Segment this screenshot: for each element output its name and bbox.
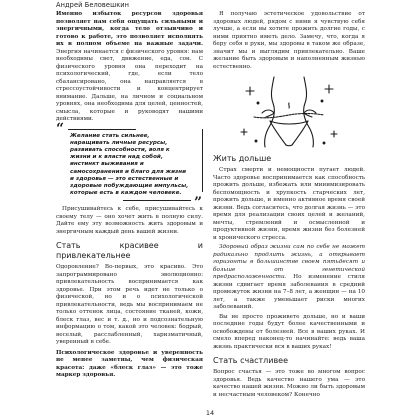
pull-quote xyxy=(56,120,203,212)
underwear-bottom xyxy=(286,145,292,146)
left-paragraph-4 xyxy=(56,350,203,380)
section-heading-be-happier: Стать счастливее xyxy=(213,356,289,365)
underwear-left-edge xyxy=(270,121,286,145)
quote-frame-right xyxy=(202,129,203,193)
navel-mark xyxy=(289,103,290,108)
underwear-right-edge xyxy=(292,121,308,145)
left-column xyxy=(56,11,203,380)
right-paragraph-3 xyxy=(213,244,365,312)
right-paragraph-3-italic: Здоровый образ жизни сам по себе не может радикально продлить жизнь, а открывает горизонты в большинстве своем пятьдесят и больше от генетической предрасположенности. xyxy=(213,244,365,280)
tape-measure xyxy=(254,114,324,118)
left-paragraph-3: Одоровление? Во-первых, это красиво. Это запрограммировано эволюционно: привлекательность воспринимается как здоровье. При этом речь идет не только о физической, но и о психологической привлекательности, ведь мы воспринимаем не только оттенок лица, состояние тканей, кожи, блеск глаз, вес и т. д., но и подсознательную информацию о том, какой это человек: бодрый, веселый, расслабленный, харизматичный, уверенный в себе. xyxy=(56,264,203,346)
section-heading-live-longer: Жить дольше xyxy=(213,154,272,163)
left-paragraph-1-rest: Энергия начинается с физического уровня: нам необходимы свет, движение, еда, сон. С физического уровня она переходит на психологический, где, если тело сбалансировано, она направляется в стрессоустойчивости и концентрирует внимание. Дальше, на личном и социальном уровнях, она необходима для целей, ценностей, смысла, которые и руководят нашими действиями. xyxy=(56,48,203,122)
sparkle-icon xyxy=(246,87,254,95)
left-paragraph-1-bold: Именно избыток ресурсов здоровья позволяет нам себя ощущать сильными и энергичными, когда тело отзывчиво и готово к работе, это позволяет исполнять их в полном объеме на важные задачи. xyxy=(56,11,203,47)
dot-icon xyxy=(321,100,323,102)
right-column xyxy=(213,11,365,399)
page-number: 14 xyxy=(205,409,215,417)
sparkle-icon xyxy=(331,131,337,137)
sparkle-icon xyxy=(241,129,247,135)
underwear-waistband xyxy=(270,121,308,124)
close-quote-icon: ” xyxy=(193,195,202,212)
left-paragraph-2: Присушивайтесь к себе, присушивайтесь к своему телу — оно хочет жить в полную силу. Дайте ему эту возможность жить здоровым и энергичным каждый день вашей жизни. xyxy=(56,206,203,235)
left-paragraph-1 xyxy=(56,11,203,124)
dot-icon xyxy=(257,102,259,104)
right-paragraph-4: Вы не просто проживете дольше, но и ваши последние годы будут более качественными и освобождены от болезней. Все в ваших руках. И смело вперед наконец-то начинайте: ведь ваша жизнь практически вся в ваших руках! xyxy=(213,313,365,350)
right-paragraph-1: Я получаю эстетическое удовольствие от здоровых людей, рядом с ними я чувствую себя лучше, а если вы хотите прожить долгие годы, с ними приятно иметь дело. Замечу, что, когда я беру себя в руки, мы здоровы в таком же образе, значит мы и выглядим привлекательно. Ваше желание быть здоровым и наполненным жизнью естественно. xyxy=(213,11,365,70)
dot-icon xyxy=(323,142,325,144)
body-silhouette-illustration xyxy=(234,73,344,149)
left-hand xyxy=(262,110,274,117)
left-paragraph-4-bold: Психологическое здоровье и уверенность не менее заметны, чем физическая красота: даже «блеск глаз» — это тоже маркер здоровья. xyxy=(56,349,203,379)
author-running-head: Андрей Беловешкин xyxy=(56,1,130,9)
section-heading-beauty: Стать красивее и привлекательнее xyxy=(56,241,203,261)
pull-quote-text: Желание стать сильнее, наращивать личные ресурсы, развивать способности, воля к жизни и к власти над собой, инстинкт выживания и самосохранения и благо для жизни и здоровья — это естественные и здоровые побуждающие импульсы, которые есть в каждом человеке. xyxy=(70,132,189,197)
quote-frame-bottom xyxy=(123,200,191,201)
right-paragraph-5: Вопрос счастья — это тоже во многом вопрос здоровья. Ведь качество нашего ума — это качество нашей жизни. Можно ли быть здоровым и несчастным человеком? Конечно xyxy=(213,369,365,398)
quote-frame-top xyxy=(68,129,136,130)
right-paragraph-2: Страх смерти и немощности пугает людей. Часто здоровье воспринимается как способность прожить дольше, избежать или минимизировать беспомощность и хрупкость старческих лет, прожить дольше, и именно активное время своей жизни. Ведь согласитесь, что долгая жизнь — это время для реализации своих целей и желаний, мечты, стремлений и осмысленной и продуктивной жизни, время жизни без болезней и хронического стресса. xyxy=(213,167,365,241)
open-quote-icon: “ xyxy=(56,120,65,137)
dot-icon xyxy=(255,140,257,142)
sparkle-icon xyxy=(325,85,333,93)
right-paragraph-3-rest: Но изменение стиля жизни сдвигает время заболевания в средний промежуток жизни на 7–8 лет, а женщин — на 10 лет, а также уменьшает риски многих заболеваний. xyxy=(213,274,365,310)
